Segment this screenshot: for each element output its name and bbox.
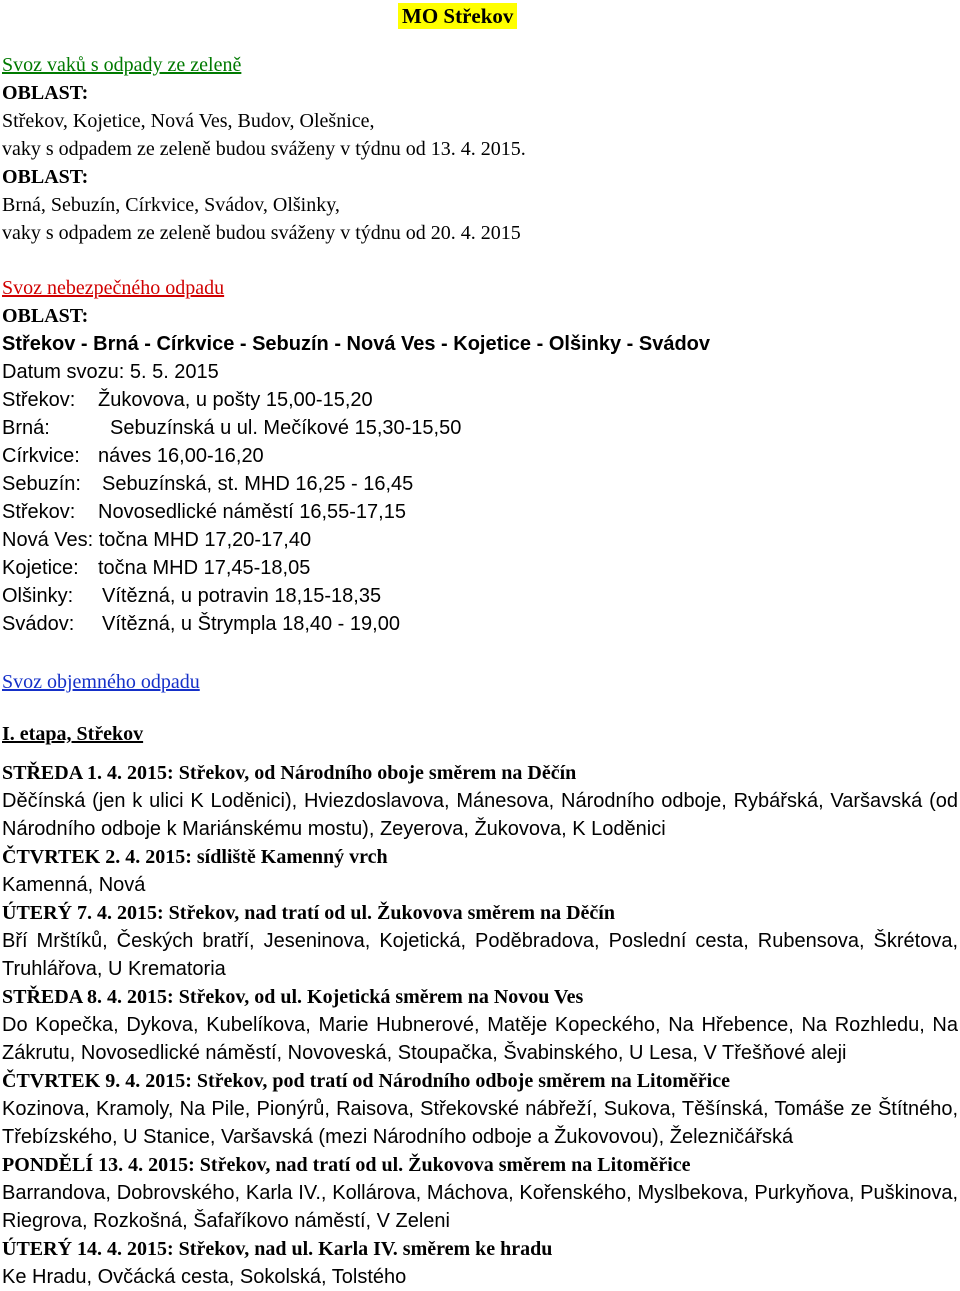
area-note: vaky s odpadem ze zeleně budou sváženy v týdnu od 20. 4. 2015 — [2, 222, 521, 244]
schedule-streets: Kozinova, Kramoly, Na Pile, Pionýrů, Raisova, Střekovské nábřeží, Sukova, Těšínská, Tomáše ze Štítného, Třebízského, U Stanice, Varšavská (mezi Národního odboje a Žukovovou), Železničářská — [2, 1098, 958, 1148]
route: Střekov - Brná - Církvice - Sebuzín - Nová Ves - Kojetice - Olšinky - Svádov — [2, 333, 710, 355]
stop-place: Kojetice: — [2, 557, 79, 579]
stop-row — [2, 610, 958, 638]
stop-row — [2, 526, 958, 554]
stop-place: Nová Ves: — [2, 529, 94, 551]
stop-row — [2, 442, 958, 470]
area-label: OBLAST: — [2, 82, 89, 104]
schedule-list — [2, 759, 958, 1291]
stop-place: Sebuzín: — [2, 473, 81, 495]
schedule-day: STŘEDA 1. 4. 2015: Střekov, od Národního oboje směrem na Děčín — [2, 762, 577, 784]
area-label: OBLAST: — [2, 166, 89, 188]
area-list: Střekov, Kojetice, Nová Ves, Budov, Olešnice, — [2, 110, 375, 132]
area-list: Brná, Sebuzín, Církvice, Svádov, Olšinky, — [2, 194, 340, 216]
schedule-day: ÚTERÝ 14. 4. 2015: Střekov, nad ul. Karla IV. směrem ke hradu — [2, 1238, 553, 1260]
schedule-day: ČTVRTEK 2. 4. 2015: sídliště Kamenný vrch — [2, 846, 388, 868]
stop-detail: Sebuzínská u ul. Mečíkové 15,30-15,50 — [110, 417, 462, 439]
schedule-streets: Kamenná, Nová — [2, 874, 146, 896]
date-label: Datum svozu: — [2, 361, 125, 383]
stop-place: Střekov: — [2, 501, 76, 523]
section-hazardous-waste — [2, 274, 958, 638]
schedule-streets: Ke Hradu, Ovčácká cesta, Sokolská, Tolstého — [2, 1266, 407, 1288]
stop-place: Svádov: — [2, 613, 75, 635]
stop-detail: točna MHD 17,20-17,40 — [98, 529, 312, 551]
stop-row — [2, 554, 958, 582]
stop-detail: Sebuzínská, st. MHD 16,25 - 16,45 — [102, 473, 414, 495]
stop-row — [2, 582, 958, 610]
page-title: MO Střekov — [398, 3, 517, 29]
collection-date — [2, 358, 958, 386]
stop-list — [2, 386, 958, 638]
stage-heading — [2, 720, 958, 748]
stop-detail: Novosedlické náměstí 16,55-17,15 — [98, 501, 406, 523]
date-value: 5. 5. 2015 — [129, 361, 219, 383]
schedule-day: PONDĚLÍ 13. 4. 2015: Střekov, nad tratí od ul. Žukovova směrem na Litoměřice — [2, 1154, 691, 1176]
stop-detail: točna MHD 17,45-18,05 — [98, 557, 311, 579]
stop-row — [2, 498, 958, 526]
stop-place: Církvice: — [2, 445, 80, 467]
schedule-streets: Do Kopečka, Dykova, Kubelíkova, Marie Hubnerové, Matěje Kopeckého, Na Hřebence, Na Rozhledu, Na Zákrutu, Novosedlické náměstí, Novoveská, Stoupačka, Švabinského, U Lesa, V Třešňové aleji — [2, 1014, 958, 1064]
schedule-streets: Bří Mrštíků, Českých bratří, Jeseninova, Kojetická, Poděbradova, Poslední cesta, Rubensova, Škrétova, Truhlářova, U Krematoria — [2, 930, 958, 980]
stop-detail: Žukovova, u pošty 15,00-15,20 — [98, 389, 373, 411]
schedule-day: ČTVRTEK 9. 4. 2015: Střekov, pod tratí od Národního odboje směrem na Litoměřice — [2, 1070, 730, 1092]
section-title: Svoz objemného odpadu — [2, 671, 200, 693]
area-note: vaky s odpadem ze zeleně budou sváženy v týdnu od 13. 4. 2015. — [2, 138, 526, 160]
schedule-streets: Děčínská (jen k ulici K Loděnici), Hviezdoslavova, Mánesova, Národního odboje, Rybářská, Varšavská (od Národního odboje k Mariánskému mostu), Zeyerova, Žukovova, K Loděnici — [2, 790, 958, 840]
stop-detail: Vítězná, u Štrympla 18,40 - 19,00 — [102, 613, 400, 635]
area-label: OBLAST: — [2, 305, 89, 327]
stop-row — [2, 414, 958, 442]
schedule-day: STŘEDA 8. 4. 2015: Střekov, od ul. Kojetická směrem na Novou Ves — [2, 986, 584, 1008]
section-green-waste — [2, 51, 958, 247]
schedule-streets: Barrandova, Dobrovského, Karla IV., Kollárova, Máchova, Kořenského, Myslbekova, Purkyňova, Puškinova, Riegrova, Rozkošná, Šafaříkovo náměstí, V Zeleni — [2, 1182, 958, 1232]
schedule-day: ÚTERÝ 7. 4. 2015: Střekov, nad tratí od ul. Žukovova směrem na Děčín — [2, 902, 615, 924]
stop-place: Brná: — [2, 417, 50, 439]
section-title: Svoz nebezpečného odpadu — [2, 277, 225, 299]
stop-place: Olšinky: — [2, 585, 74, 607]
stop-place: Střekov: — [2, 389, 76, 411]
stage-title: I. etapa, Střekov — [2, 723, 144, 745]
section-title: Svoz vaků s odpady ze zeleně — [2, 54, 242, 76]
stop-detail: náves 16,00-16,20 — [98, 445, 264, 467]
stop-detail: Vítězná, u potravin 18,15-18,35 — [102, 585, 382, 607]
stop-row — [2, 470, 958, 498]
section-bulky-waste — [2, 668, 958, 696]
stop-row — [2, 386, 958, 414]
